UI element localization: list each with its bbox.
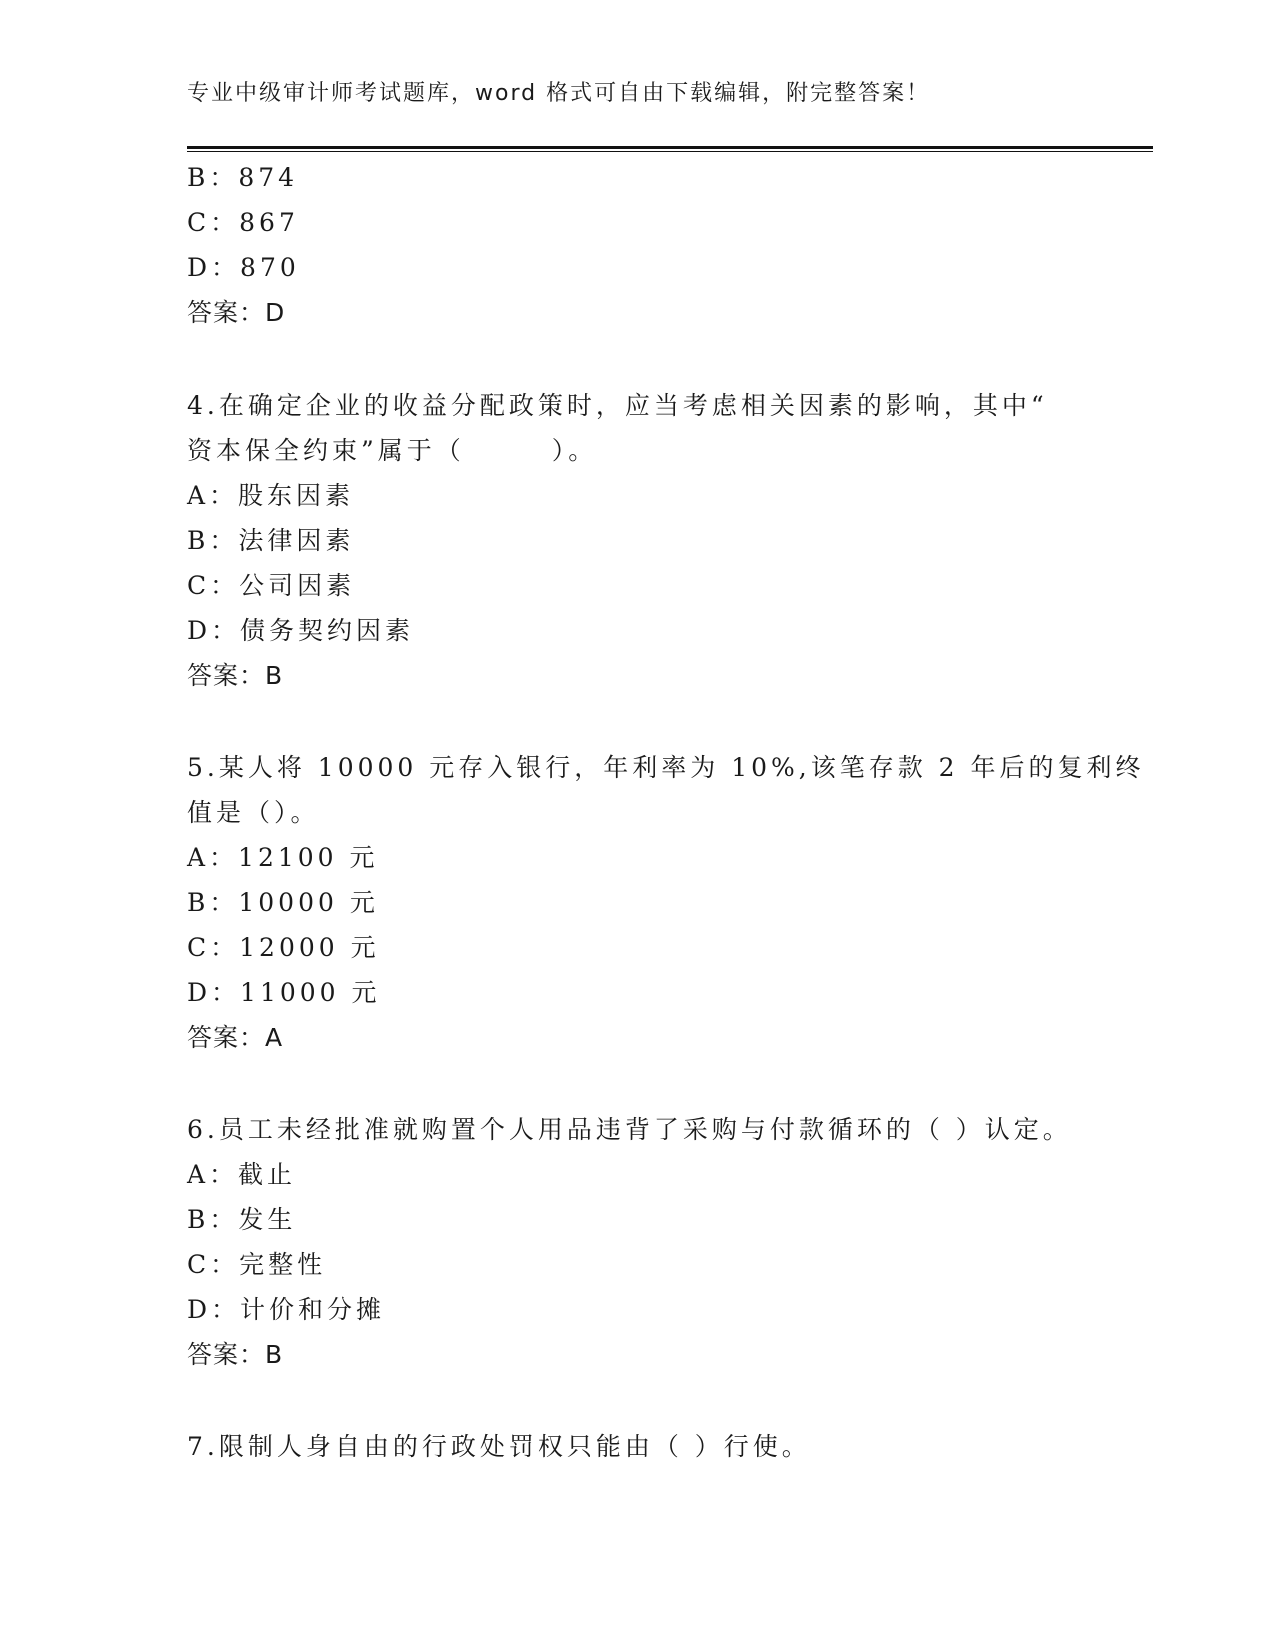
q5-option-a: A：12100 元	[187, 843, 379, 872]
q3-option-c: C：867	[187, 208, 299, 237]
q3-option-b: B：874	[187, 163, 299, 192]
q6-stem-line1: 6.员工未经批准就购置个人用品违背了采购与付款循环的（ ）认定。	[187, 1115, 1072, 1144]
q6-answer: 答案：B	[187, 1340, 284, 1369]
q7-stem-line1: 7.限制人身自由的行政处罚权只能由（ ）行使。	[187, 1432, 811, 1461]
q4-option-a: A：股东因素	[187, 481, 355, 510]
q5-stem-line1: 5.某人将 10000 元存入银行，年利率为 10%,该笔存款 2 年后的复利终	[187, 753, 1145, 782]
q3-answer: 答案：D	[187, 298, 286, 327]
q5-stem-line2: 值是（）。	[187, 798, 320, 827]
q5-option-d: D：11000 元	[187, 978, 381, 1007]
q3-option-d: D：870	[187, 253, 300, 282]
q4-answer: 答案：B	[187, 661, 284, 690]
q4-stem-line1: 4.在确定企业的收益分配政策时，应当考虑相关因素的影响，其中“	[187, 391, 1048, 420]
page-header: 专业中级审计师考试题库，word 格式可自由下载编辑，附完整答案！	[187, 81, 931, 106]
q4-option-d: D：债务契约因素	[187, 616, 415, 645]
q5-answer: 答案：A	[187, 1023, 284, 1052]
header-rule-thick	[187, 146, 1153, 149]
q4-option-b: B：法律因素	[187, 526, 355, 555]
q6-option-a: A：截止	[187, 1160, 297, 1189]
q4-stem-line2: 资本保全约束”属于（ ）。	[187, 436, 598, 465]
q6-option-d: D：计价和分摊	[187, 1295, 386, 1324]
q6-option-c: C：完整性	[187, 1250, 327, 1279]
q4-option-c: C：公司因素	[187, 571, 356, 600]
header-rule-thin	[187, 151, 1153, 152]
q6-option-b: B：发生	[187, 1205, 297, 1234]
q5-option-c: C：12000 元	[187, 933, 380, 962]
q5-option-b: B：10000 元	[187, 888, 379, 917]
